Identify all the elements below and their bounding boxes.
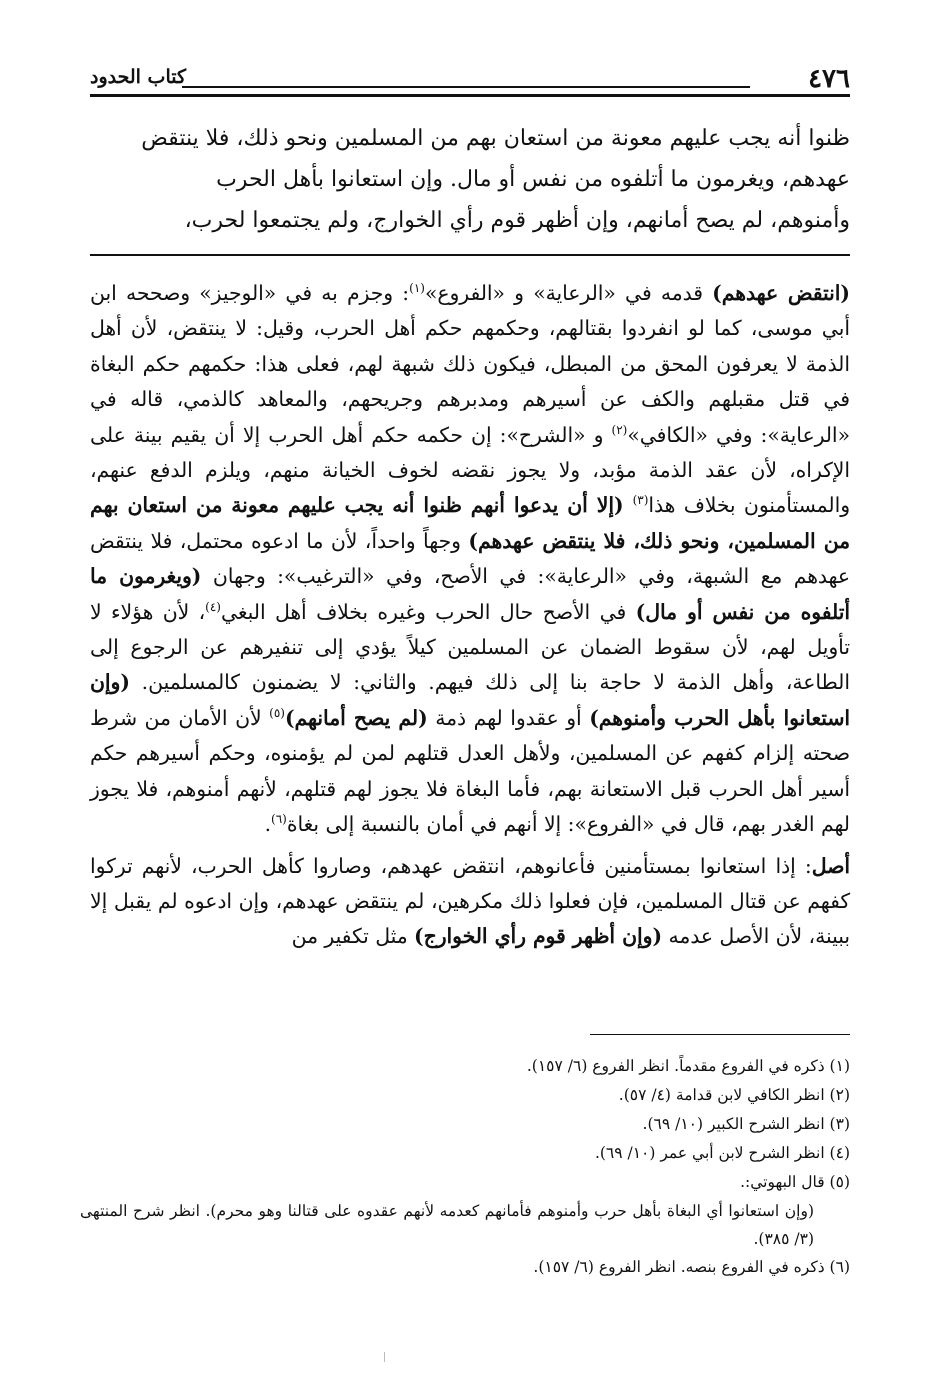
commentary-text: و «الشرح»: إن حكمه حكم أهل الحرب إلا أن يقيم بينة على الإكراه، لأن عقد الذمة مؤبد، ولا يجوز نقضه لخوف الخيانة منهم، ويلزم الدفع عنهم، والمستأمنون بخلاف هذا [90,422,851,518]
commentary-text: : إذا استعانوا بمستأمنين فأعانوهم، انتقض عهدهم، وصاروا كأهل الحرب، لأنهم تركوا كفهم عن قتال المسلمين، فإن فعلوا ذلك مكرهين، لم ينتقض عهدهم، وإن ادعوه لم يقبل إلا ببينة، لأن الأصل عدمه [90,853,850,949]
commentary-text: ، لأن هؤلاء لا تأويل لهم، لأن سقوط الضمان عن المسلمين كيلاً يؤدي إلى تنفيرهم عن الرجوع إلى الطاعة، وأهل الذمة لا حاجة بنا إلى ذلك فيهم. والثاني: لا يضمنون كالمسلمين. [90,599,850,695]
commentary-text: قدمه في «الرعاية» و «الفروع» [424,281,713,305]
footnote-rule [590,1034,850,1035]
footnote: (٤) انظر الشرح لابن أبي عمر (١٠/ ٦٩). [594,1144,850,1162]
commentary-text: : وجزم به في «الوجيز» وصححه ابن أبي موسى، كما لو انفردوا بقتالهم، وحكمهم حكم أهل الحرب، وقيل: لا ينتقض، لأن أهل الذمة لا يعرفون المحق من المبطل، فيكون ذلك شبهة لهم، فعلى هذا: حكمهم حكم البغاة في قتل مقبلهم والكف عن أسيرهم ومدبرهم وجريحهم، والمعاهد كالذمي، قاله في «الرعاية»: وفي «الكافي» [90,281,850,447]
commentary-text: وجهاً واحداً، لأن ما ادعوه محتمل، فلا ينتقض عهدهم مع الشبهة، وفي «الرعاية»: في الأصح، وفي «الترغيب»: وجهان [90,528,850,589]
book-title: كتاب الحدود [90,66,187,88]
commentary-text: . [264,812,272,837]
commentary [90,276,850,955]
commentary-paragraph [90,276,850,843]
main-text [90,118,850,241]
footnote-ref: (٦) [271,812,287,827]
quoted-matn: (لم يصح أمانهم) [284,705,428,730]
quoted-matn: (وإن أظهر قوم رأي الخوارج) [414,924,663,949]
quoted-matn: (انتقض عهدهم) [712,281,850,305]
quoted-matn: (وإن استعانوا بأهل الحرب وأمنوهم) [90,670,850,730]
commentary-text: أو عقدوا لهم ذمة [427,705,590,730]
footnote: (٣) انظر الشرح الكبير (١٠/ ٦٩). [642,1115,850,1133]
footnote-ref: (٢) [611,422,628,437]
footnote: (٥) قال البهوتي:. [740,1173,850,1191]
page-number: ٤٧٦ [808,64,850,94]
footnote-ref: (٤) [205,599,221,614]
commentary-text: لأن الأمان من شرط صحته إلزام كفهم عن المسلمين، ولأهل العدل قتلهم لمن لم يؤمنوه، وحكم أسيرهم حكم أسير أهل الحرب قبل الاستعانة بهم، فأما البغاة فلا يجوز لهم قتلهم، لأنهم أمنوهم، فلا يجوز لهم الغدر بهم، قال في «الفروع»: إلا أنهم في أمان بالنسبة إلى بغاة [90,705,850,837]
quoted-matn: (إلا أن يدعوا أنهم ظنوا أنه يجب عليهم معونة من استعان بهم من المسلمين، ونحو ذلك، فلا ينتقض عهدهم) [90,493,851,553]
commentary-text: مثل تكفير من [291,924,415,949]
footnote: (١) ذكره في الفروع مقدماً. انظر الفروع (٦/ ١٥٧). [526,1057,850,1075]
footnote: (٢) انظر الكافي لابن قدامة (٤/ ٥٧). [618,1086,850,1104]
main-text-line: ظنوا أنه يجب عليهم معونة من استعان بهم من المسلمين ونحو ذلك، فلا ينتقض [141,126,850,151]
footnote-quote: (وإن استعانوا أي البغاة بأهل حرب وأمنوهم فأمانهم كعدمه لأنهم عقدوه على قتالنا وهو محرم). انظر شرح المنتهى (٣/ ٣٨٥). [80,1202,814,1248]
section-heading: أصل [811,853,850,878]
header-underline [90,94,850,97]
scan-mark [384,1352,385,1362]
footnote: (٦) ذكره في الفروع بنصه. انظر الفروع (٦/ ١٥٧). [533,1258,850,1276]
header-rule [182,86,750,88]
footnote-ref: (١) [409,281,425,296]
quoted-matn: (ويغرمون ما أتلفوه من نفس أو مال) [90,564,850,624]
commentary-paragraph [90,849,850,955]
footnote-ref: (٣) [632,493,649,508]
footnote-ref: (٥) [269,706,285,721]
footnotes [80,1052,850,1282]
main-text-line: وأمنوهم، لم يصح أمانهم، وإن أظهر قوم رأي الخوارج، ولم يجتمعوا لحرب، [184,208,850,233]
running-header [90,56,850,100]
commentary-text: في الأصح حال الحرب وغيره بخلاف أهل البغي [220,599,636,624]
text-separator-rule [90,254,850,256]
main-text-line: عهدهم، ويغرمون ما أتلفوه من نفس أو مال. وإن استعانوا بأهل الحرب [216,167,850,192]
